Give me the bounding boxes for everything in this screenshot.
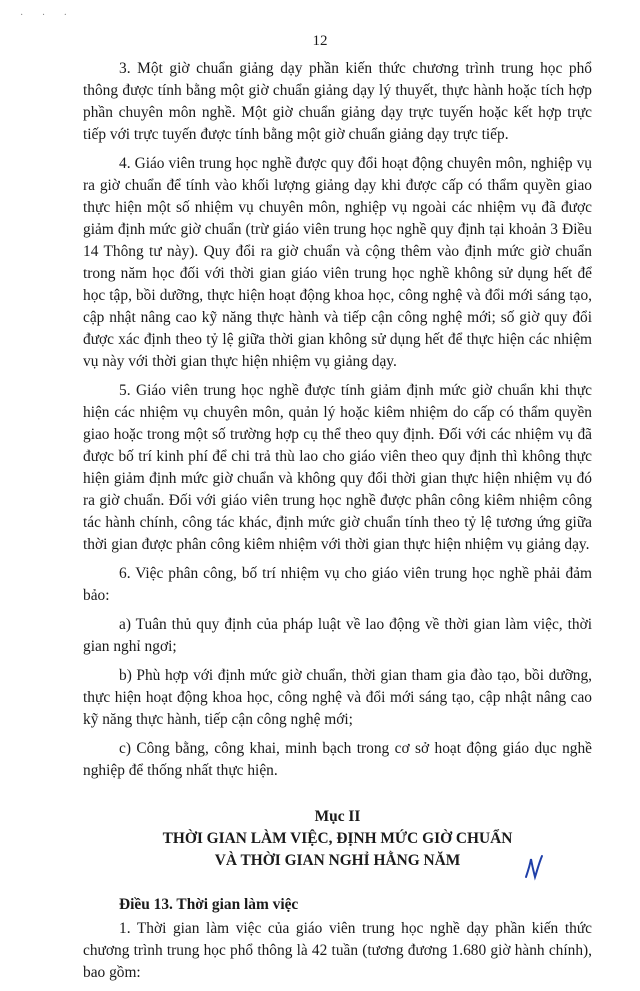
document-body (83, 58, 592, 991)
paragraph-5: 5. Giáo viên trung học nghề được tính giảm định mức giờ chuẩn khi thực hiện các nhiệm vụ chuyên môn, quản lý hoặc kiêm nhiệm do cấp có thẩm quyền giao hoặc trong một số trường hợp cụ thể theo quy định. Đối với các nhiệm vụ đã được bố trí kinh phí để chi trả thù lao cho giáo viên theo quy định thì không thực hiện giảm định mức giờ chuẩn và không quy đổi thời gian thực hiện nhiệm vụ đó ra giờ chuẩn. Đối với giáo viên trung học nghề được phân công kiêm nhiệm công tác hành chính, công tác khác, định mức giờ chuẩn tính theo tỷ lệ tương ứng giữa thời gian được phân công kiêm nhiệm với thời gian thực hiện nhiệm vụ giảng dạy. (83, 382, 592, 553)
paragraph-4: 4. Giáo viên trung học nghề được quy đổi hoạt động chuyên môn, nghiệp vụ ra giờ chuẩn để tính vào khối lượng giảng dạy khi được cấp có thẩm quyền giao thực hiện một số nhiệm vụ chuyên môn, nghiệp vụ ngoài các nhiệm vụ đã được giảm định mức giờ chuẩn (trừ giáo viên trung học nghề quy định tại khoản 3 Điều 14 Thông tư này). Quy đổi ra giờ chuẩn và cộng thêm vào định mức giờ chuẩn trong năm học đối với thời gian giáo viên trung học nghề không sử dụng hết để học tập, bồi dưỡng, thực hiện hoạt động khoa học, công nghệ và đổi mới sáng tạo, cập nhật nâng cao kỹ năng thực hành và tiếp cận công nghệ mới; số giờ quy đổi được xác định theo tỷ lệ giữa thời gian không sử dụng hết để thực hiện các nhiệm vụ này với thời gian thực hiện nhiệm vụ giảng dạy. (83, 155, 592, 370)
article-paragraph-1: 1. Thời gian làm việc của giáo viên trung học nghề dạy phần kiến thức chương trình trung học phổ thông là 42 tuần (tương đương 1.680 giờ hành chính), bao gồm: (83, 920, 592, 981)
paragraph-6: 6. Việc phân công, bố trí nhiệm vụ cho giáo viên trung học nghề phải đảm bảo: (83, 565, 592, 604)
section-heading: Mục II (314, 808, 361, 825)
section-title-line-2: VÀ THỜI GIAN NGHỈ HẰNG NĂM (214, 852, 461, 869)
page-number: 12 (312, 33, 328, 49)
section-title (83, 828, 592, 872)
paragraph-6c: c) Công bằng, công khai, minh bạch trong cơ sở hoạt động giáo dục nghề nghiệp để thống nhất thực hiện. (83, 740, 592, 779)
paragraph-6a: a) Tuân thủ quy định của pháp luật về lao động về thời gian làm việc, thời gian nghỉ ngơi; (83, 616, 592, 655)
handwritten-initial-icon (523, 853, 545, 881)
scan-marks: · · · (20, 10, 75, 21)
paragraph-6b: b) Phù hợp với định mức giờ chuẩn, thời gian tham gia đào tạo, bồi dưỡng, thực hiện hoạt động khoa học, công nghệ và đổi mới sáng tạo, cập nhật nâng cao kỹ năng thực hành, tiếp cận công nghệ mới; (83, 667, 592, 728)
section-title-line-1: THỜI GIAN LÀM VIỆC, ĐỊNH MỨC GIỜ CHUẨN (162, 830, 513, 847)
paragraph-3: 3. Một giờ chuẩn giảng dạy phần kiến thức chương trình trung học phổ thông được tính bằng một giờ chuẩn giảng dạy lý thuyết, thực hành hoặc tích hợp phần chuyên môn nghề. Một giờ chuẩn giảng dạy trực tuyến hoặc kết hợp trực tiếp với trực tuyến được tính bằng một giờ chuẩn giảng dạy trực tiếp. (83, 60, 592, 143)
article-heading: Điều 13. Thời gian làm việc (119, 896, 299, 913)
